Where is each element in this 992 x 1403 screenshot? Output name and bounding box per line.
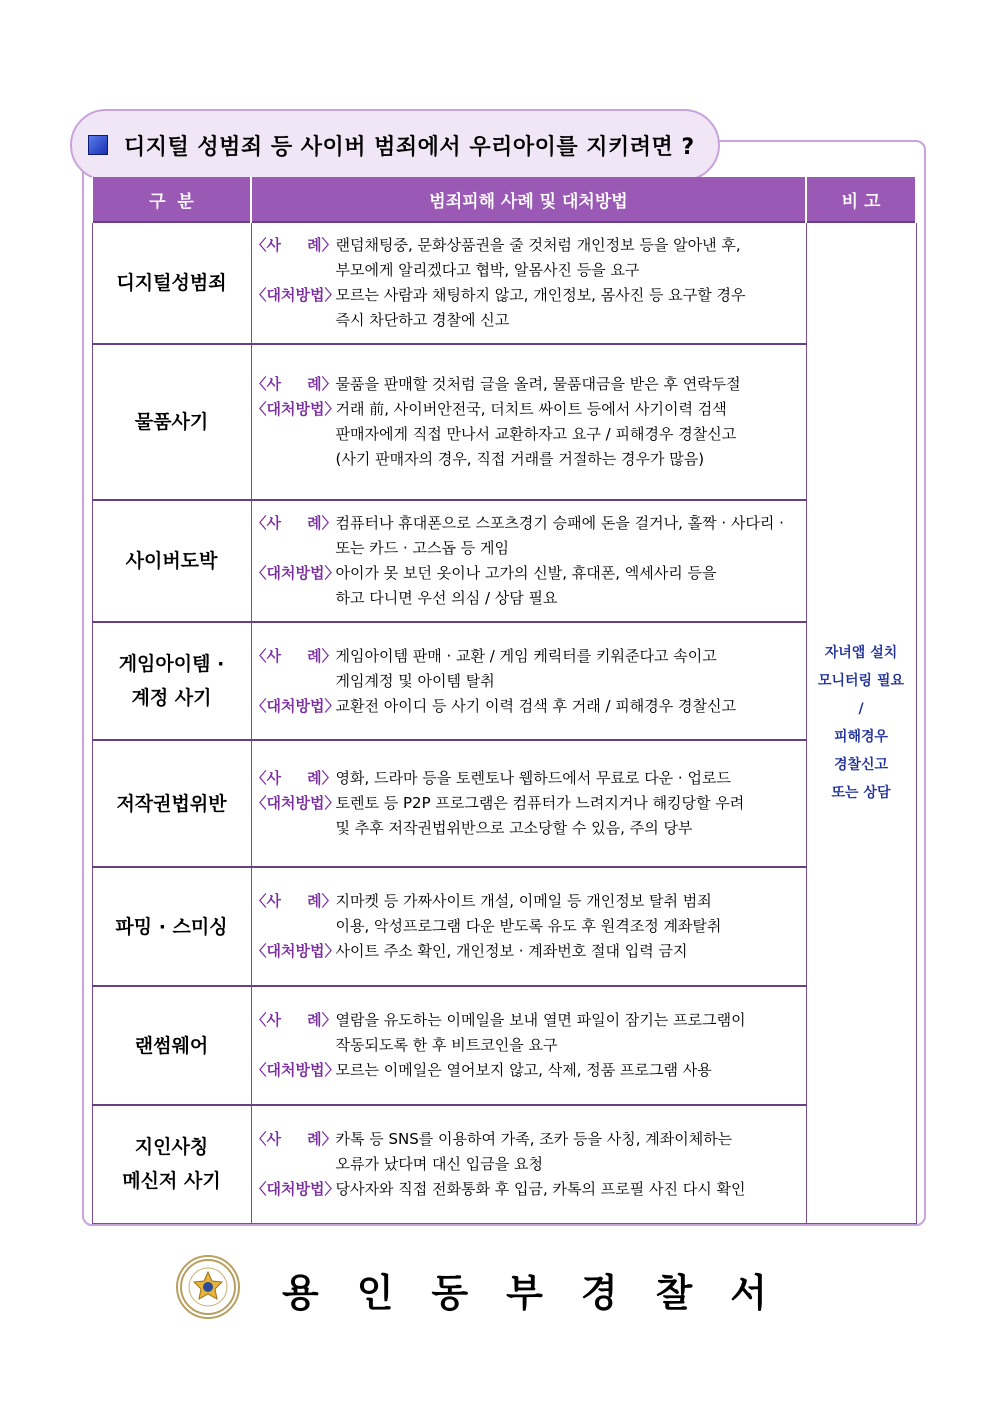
response-tag: 〈대처방법〉 xyxy=(251,794,340,812)
response-tag: 〈대처방법〉 xyxy=(251,1061,340,1079)
case-line xyxy=(252,536,806,561)
case-tag xyxy=(252,1152,336,1177)
case-cell xyxy=(251,222,806,344)
response-text: 거래 前, 사이버안전국, 더치트 싸이트 등에서 사기이력 검색 xyxy=(335,400,727,418)
response-tag: 〈대처방법〉 xyxy=(251,1179,340,1198)
table-row xyxy=(92,344,916,500)
response-text: 토렌토 등 P2P 프로그램은 컴퓨터가 느려지거나 해킹당할 우려 xyxy=(335,794,745,812)
category-cell xyxy=(92,867,251,986)
note-cell xyxy=(806,222,916,1223)
response-line xyxy=(252,397,806,422)
case-line xyxy=(252,914,806,939)
category-label: 물품사기 xyxy=(134,411,209,433)
note-line: 피해경우 xyxy=(833,728,889,745)
page-title: 디지털 성범죄 등 사이버 범죄에서 우리아이를 지키려면 ? xyxy=(124,134,695,160)
response-text: 모르는 이메일은 열어보지 않고, 삭제, 정품 프로그램 사용 xyxy=(335,1061,712,1079)
header-cases: 범죄피해 사례 및 대처방법 xyxy=(251,177,806,222)
case-line xyxy=(252,1127,806,1152)
case-line xyxy=(252,511,806,536)
note-line: 모니터링 필요 xyxy=(817,672,905,689)
response-tag: 〈대처방법〉 xyxy=(251,286,340,304)
response-text: 사이트 주소 확인, 개인정보 · 계좌번호 절대 입력 금지 xyxy=(335,942,688,960)
organization-name: 용인동부경찰서 xyxy=(282,1271,805,1315)
case-cell xyxy=(251,500,806,622)
table-row xyxy=(92,986,916,1105)
case-tag: 〈사 례〉 xyxy=(251,1011,337,1029)
case-tag: 〈사 례〉 xyxy=(251,892,337,910)
case-text: 작동되도록 한 후 비트코인을 요구 xyxy=(335,1036,558,1054)
case-text: 랜덤채팅중, 문화상품권을 줄 것처럼 개인정보 등을 알아낸 후, xyxy=(335,236,741,254)
response-text: 아이가 못 보던 옷이나 고가의 신발, 휴대폰, 엑세사리 등을 xyxy=(335,564,717,582)
case-tag xyxy=(252,914,336,939)
response-line xyxy=(252,447,806,472)
case-line xyxy=(252,1033,806,1058)
case-tag xyxy=(252,1033,336,1058)
note-line: 자녀앱 설치 xyxy=(824,644,898,661)
response-tag xyxy=(252,308,336,333)
police-seal-logo xyxy=(176,1255,240,1319)
response-text: 즉시 차단하고 경찰에 신고 xyxy=(335,311,510,329)
category-label: 파밍 · 스미싱 xyxy=(115,915,228,938)
response-line xyxy=(252,308,806,333)
case-tag: 〈사 례〉 xyxy=(251,1129,337,1148)
note-line: 경찰신고 xyxy=(833,756,889,773)
response-text: 교환전 아이디 등 사기 이력 검색 후 거래 / 피해경우 경찰신고 xyxy=(335,696,736,715)
response-tag: 〈대처방법〉 xyxy=(251,942,340,960)
response-tag: 〈대처방법〉 xyxy=(251,696,340,715)
category-label: 디지털성범죄 xyxy=(116,272,227,294)
response-line xyxy=(252,422,806,447)
case-line xyxy=(252,372,806,397)
case-cell xyxy=(251,344,806,500)
case-tag: 〈사 례〉 xyxy=(251,236,337,254)
case-tag xyxy=(252,536,336,561)
case-text: 영화, 드라마 등을 토렌토나 웹하드에서 무료로 다운 · 업로드 xyxy=(335,769,731,787)
case-text: 지마켓 등 가짜사이트 개설, 이메일 등 개인정보 탈취 범죄 xyxy=(335,892,712,910)
category-label: 계정 사기 xyxy=(131,687,212,709)
category-cell xyxy=(92,500,251,622)
category-label: 저작권법위반 xyxy=(116,792,227,815)
category-cell xyxy=(92,740,251,867)
response-tag: 〈대처방법〉 xyxy=(251,564,340,582)
case-text: 게임계정 및 아이템 탈취 xyxy=(335,671,495,690)
header-note: 비 고 xyxy=(806,177,916,222)
case-cell xyxy=(251,867,806,986)
category-cell xyxy=(92,1105,251,1223)
response-text: 모르는 사람과 채팅하지 않고, 개인정보, 몸사진 등 요구할 경우 xyxy=(335,286,746,304)
case-line xyxy=(252,889,806,914)
title-banner xyxy=(70,109,720,181)
note-line: 또는 상담 xyxy=(831,784,891,801)
crime-table xyxy=(91,177,917,1224)
case-cell xyxy=(251,622,806,740)
seal-emblem-icon xyxy=(178,1257,238,1317)
case-text: 카톡 등 SNS를 이용하여 가족, 조카 등을 사칭, 계좌이체하는 xyxy=(335,1129,733,1148)
response-text: 및 추후 저작권법위반으로 고소당할 수 있음, 주의 당부 xyxy=(335,819,693,837)
title-bullet-icon xyxy=(88,135,108,155)
case-text: 물품을 판매할 것처럼 글을 올려, 물품대금을 받은 후 연락두절 xyxy=(335,375,741,393)
case-tag: 〈사 례〉 xyxy=(251,769,337,787)
table-row xyxy=(92,622,916,740)
category-label: 메신저 사기 xyxy=(122,1170,221,1193)
category-label: 게임아이템 · xyxy=(118,653,225,675)
category-label: 랜썸웨어 xyxy=(134,1034,209,1057)
category-cell xyxy=(92,622,251,740)
response-text: 판매자에게 직접 만나서 교환하자고 요구 / 피해경우 경찰신고 xyxy=(335,425,737,443)
case-line xyxy=(252,1008,806,1033)
response-line xyxy=(252,939,806,964)
case-cell xyxy=(251,986,806,1105)
category-label: 사이버도박 xyxy=(125,550,218,572)
category-cell xyxy=(92,222,251,344)
response-line xyxy=(252,791,806,816)
case-tag: 〈사 례〉 xyxy=(251,646,337,665)
response-line xyxy=(252,586,806,611)
case-tag xyxy=(252,258,336,283)
response-text: 당사자와 직접 전화통화 후 입금, 카톡의 프로필 사진 다시 확인 xyxy=(335,1179,746,1198)
case-line xyxy=(252,644,806,669)
response-text: 하고 다니면 우선 의심 / 상담 필요 xyxy=(335,589,558,607)
response-line xyxy=(252,561,806,586)
response-line xyxy=(252,694,806,719)
response-line xyxy=(252,816,806,841)
case-cell xyxy=(251,740,806,867)
case-text: 이용, 악성프로그램 다운 받도록 유도 후 원격조정 계좌탈취 xyxy=(335,917,722,935)
response-tag xyxy=(252,586,336,611)
table-row xyxy=(92,740,916,867)
response-line xyxy=(252,283,806,308)
case-text: 또는 카드 · 고스돕 등 게임 xyxy=(335,539,510,557)
case-text: 부모에게 알리겠다고 협박, 알몸사진 등을 요구 xyxy=(335,261,640,279)
case-line xyxy=(252,669,806,694)
response-tag xyxy=(252,422,336,447)
table-row xyxy=(92,1105,916,1223)
case-cell xyxy=(251,1105,806,1223)
case-tag: 〈사 례〉 xyxy=(251,375,337,393)
table-row xyxy=(92,500,916,622)
case-line xyxy=(252,766,806,791)
table-header-row xyxy=(92,177,916,222)
response-line xyxy=(252,1058,806,1083)
case-text: 컴퓨터나 휴대폰으로 스포츠경기 승패에 돈을 걸거나, 홀짝 · 사다리 · xyxy=(335,514,784,532)
case-line xyxy=(252,258,806,283)
table-row xyxy=(92,222,916,344)
table-row xyxy=(92,867,916,986)
category-label: 지인사칭 xyxy=(134,1136,209,1159)
case-text: 오류가 났다며 대신 입금을 요청 xyxy=(335,1154,543,1173)
case-text: 게임아이템 판매 · 교환 / 게임 케릭터를 키워준다고 속이고 xyxy=(335,646,717,665)
response-tag: 〈대처방법〉 xyxy=(251,400,340,418)
response-tag xyxy=(252,447,336,472)
category-cell xyxy=(92,986,251,1105)
case-tag xyxy=(252,669,336,694)
category-cell xyxy=(92,344,251,500)
case-tag: 〈사 례〉 xyxy=(251,514,337,532)
response-tag xyxy=(252,816,336,841)
header-category: 구 분 xyxy=(92,177,251,222)
case-line xyxy=(252,233,806,258)
note-line: / xyxy=(858,700,864,717)
case-text: 열람을 유도하는 이메일을 보내 열면 파일이 잠기는 프로그램이 xyxy=(335,1011,746,1029)
response-line xyxy=(252,1177,806,1202)
case-line xyxy=(252,1152,806,1177)
response-text: (사기 판매자의 경우, 직접 거래를 거절하는 경우가 많음) xyxy=(335,450,705,468)
